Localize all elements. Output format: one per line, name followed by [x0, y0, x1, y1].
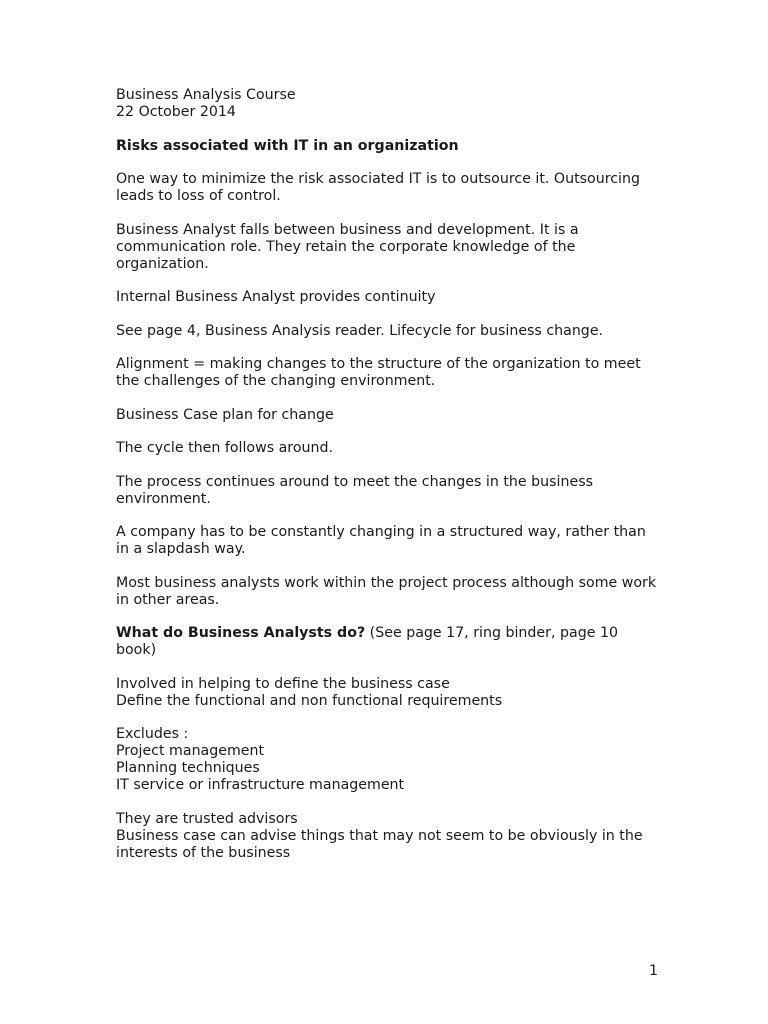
what-do-section: [116, 625, 661, 659]
paragraph: See page 4, Business Analysis reader. Lifecycle for business change.: [116, 322, 604, 339]
paragraph: Business Analyst falls between business and development. It is a communication role. They retain the corporate knowledge of the organization.: [116, 221, 579, 272]
course-date: 22 October 2014: [116, 104, 236, 120]
excludes-block: [116, 726, 661, 794]
paragraph: The cycle then follows around.: [116, 440, 333, 456]
section-heading-what-do: What do Business Analysts do?: [116, 625, 366, 641]
involved-line: Define the functional and non functional requirements: [116, 692, 503, 709]
document-body: [116, 87, 661, 862]
paragraph: The process continues around to meet the changes in the business environment.: [116, 473, 593, 507]
advisors-line: Business case can advise things that may not seem to be obviously in the interests of the business: [116, 827, 643, 861]
excludes-item: IT service or infrastructure management: [116, 777, 405, 793]
paragraph: One way to minimize the risk associated IT is to outsource it. Outsourcing leads to loss of control.: [116, 171, 640, 204]
paragraph: A company has to be constantly changing in a structured way, rather than in a slapdash way.: [116, 524, 646, 557]
excludes-label: Excludes :: [116, 726, 189, 742]
involved-line: Involved in helping to define the business case: [116, 675, 450, 692]
page-number: 1: [648, 963, 658, 979]
involved-block: [116, 676, 661, 710]
paragraph: Internal Business Analyst provides continuity: [116, 289, 436, 305]
course-header: [116, 87, 661, 121]
section-heading-risks: Risks associated with IT in an organization: [116, 137, 459, 154]
advisors-line: They are trusted advisors: [116, 810, 298, 827]
course-title: Business Analysis Course: [116, 87, 296, 103]
paragraph: Alignment = making changes to the structure of the organization to meet the challenges of the changing environment.: [116, 356, 641, 389]
paragraph: Most business analysts work within the project process although some work in other areas.: [116, 574, 657, 608]
excludes-item: Planning techniques: [116, 760, 260, 776]
advisors-block: [116, 811, 661, 862]
what-do-note: (See page 17, ring binder, page 10 book): [116, 625, 619, 658]
paragraph: Business Case plan for change: [116, 406, 334, 423]
excludes-item: Project management: [116, 743, 265, 759]
